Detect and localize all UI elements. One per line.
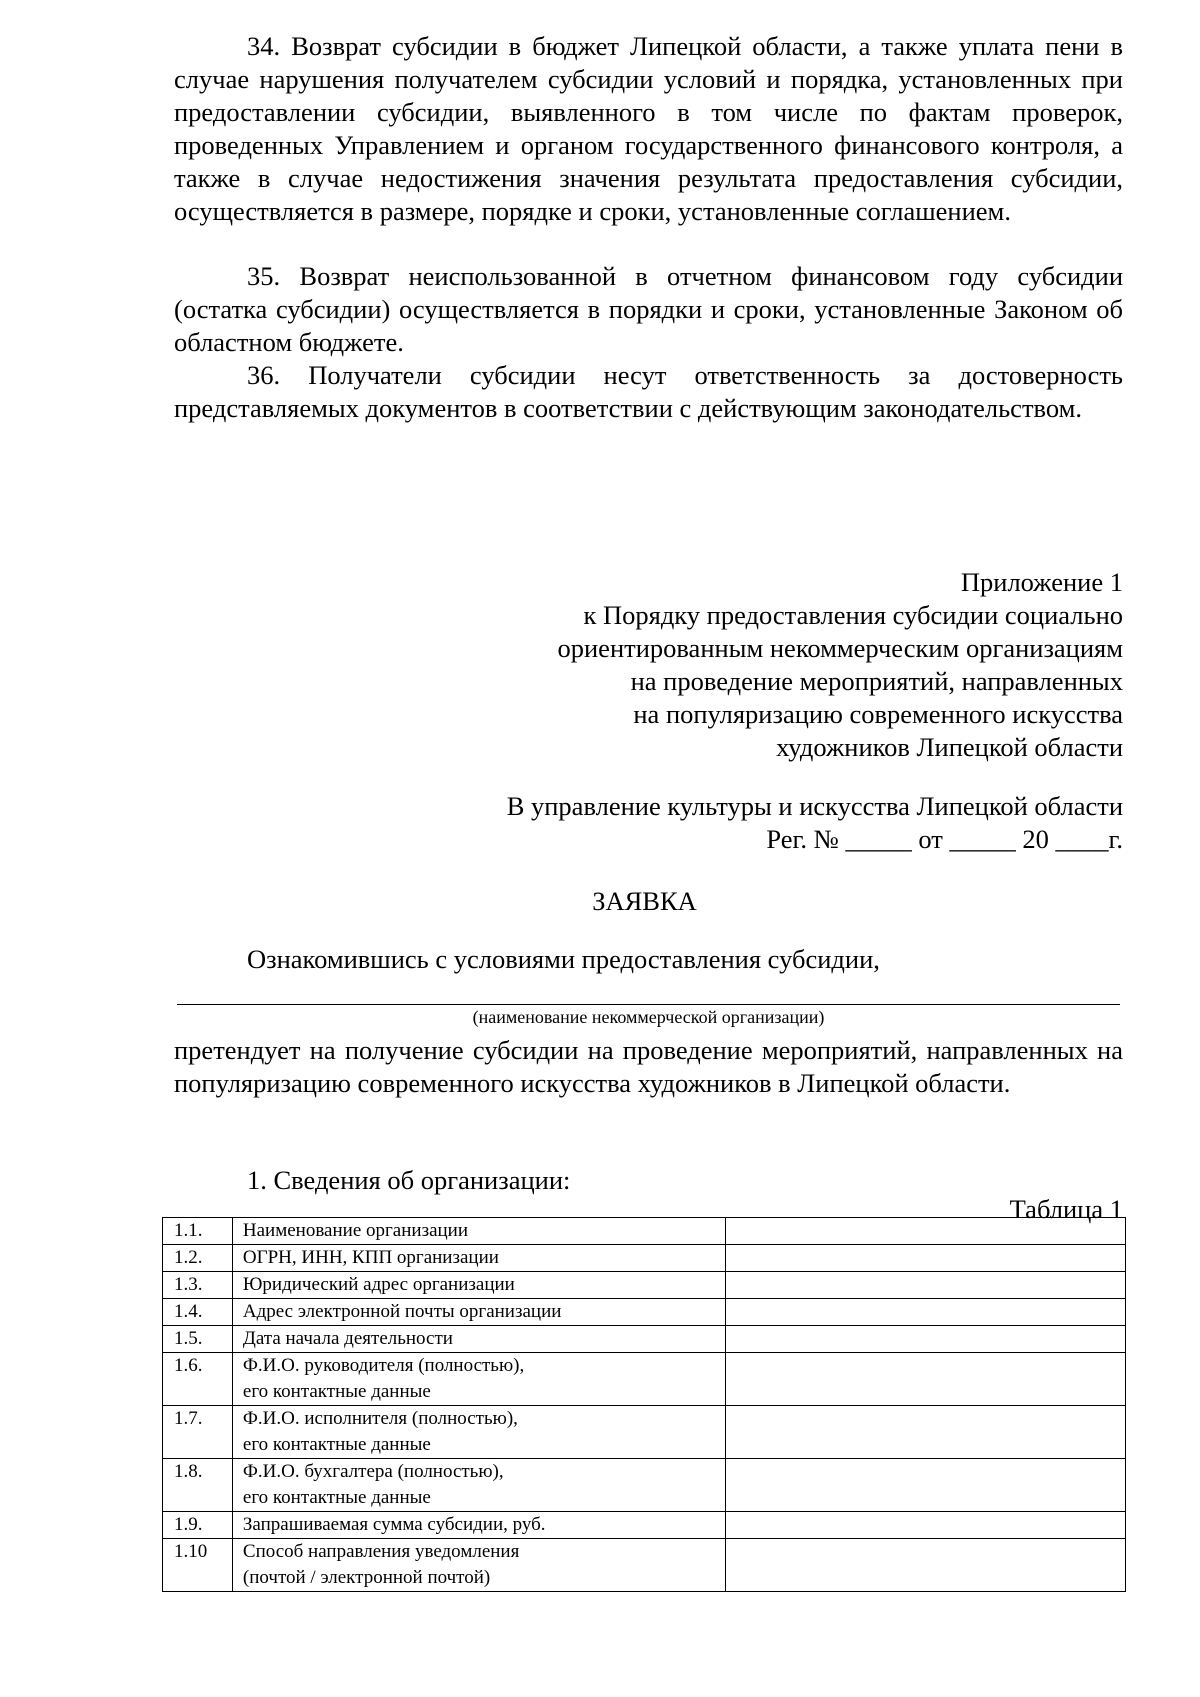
row-label-line: Юридический адрес организации: [242, 1274, 515, 1295]
appendix-line: на популяризацию современного искусства: [633, 699, 1123, 729]
row-label: [232, 1406, 726, 1459]
appendix-line: на проведение мероприятий, направленных: [630, 666, 1123, 696]
clause-35: [174, 260, 1123, 359]
row-value-cell[interactable]: [726, 1218, 1126, 1245]
table-row: [163, 1326, 1126, 1353]
clause-text: Получатели субсидии несут ответственность за достоверность представляемых документов в соответствии с действующим законодательством.: [174, 360, 1123, 423]
row-label: [232, 1539, 726, 1592]
clause-34: [174, 30, 1123, 228]
row-label: [232, 1272, 726, 1299]
clause-number: 35.: [247, 261, 281, 291]
organization-name-line: [177, 1004, 1120, 1005]
row-number: 1.9.: [163, 1512, 233, 1539]
row-label-line: Ф.И.О. исполнителя (полностью),: [242, 1408, 518, 1429]
row-value-cell[interactable]: [726, 1272, 1126, 1299]
row-label-line: Наименование организации: [242, 1220, 469, 1241]
row-value-cell[interactable]: [726, 1539, 1126, 1592]
form-title: ЗАЯВКА: [592, 886, 697, 916]
row-value-cell[interactable]: [726, 1326, 1126, 1353]
table-row: [163, 1245, 1126, 1272]
row-label-line: Способ направления уведомления: [242, 1541, 520, 1562]
appendix-line: ориентированным некоммерческим организациям: [557, 633, 1123, 663]
intro-text: Ознакомившись с условиями предоставления субсидии,: [247, 944, 880, 974]
row-label: [232, 1353, 726, 1406]
row-label: [232, 1299, 726, 1326]
row-value-cell[interactable]: [726, 1353, 1126, 1406]
row-number: 1.1.: [163, 1218, 233, 1245]
appendix-line: художников Липецкой области: [776, 732, 1123, 762]
registration-line: Рег. № _____ от _____ 20 ____г.: [766, 824, 1123, 854]
row-number: 1.8.: [163, 1459, 233, 1512]
organization-name-caption: (наименование некоммерческой организации): [472, 1007, 825, 1027]
clause-text: Возврат субсидии в бюджет Липецкой области, а также уплата пени в случае нарушения получателем субсидии условий и порядка, установленных при предоставлении субсидии, выявленного в том числе по фактам проверок, проведенных Управлением и органом государственного финансового контроля, а также в случае недостижения значения результата предоставления субсидии, осуществляется в размере, порядке и сроки, установленные соглашением.: [174, 31, 1124, 226]
row-label-line: его контактные данные: [242, 1434, 431, 1455]
row-value-cell[interactable]: [726, 1245, 1126, 1272]
table-row: [163, 1272, 1126, 1299]
row-label-line: Ф.И.О. бухгалтера (полностью),: [242, 1461, 504, 1482]
row-number: 1.7.: [163, 1406, 233, 1459]
row-label-line: его контактные данные: [242, 1487, 431, 1508]
appendix-line: к Порядку предоставления субсидии социально: [583, 600, 1123, 630]
row-label-line: ОГРН, ИНН, КПП организации: [242, 1247, 499, 1268]
table-row: [163, 1353, 1126, 1406]
row-label: [232, 1459, 726, 1512]
table-row: [163, 1218, 1126, 1245]
row-value-cell[interactable]: [726, 1299, 1126, 1326]
row-value-cell[interactable]: [726, 1406, 1126, 1459]
row-value-cell[interactable]: [726, 1459, 1126, 1512]
row-label-line: Дата начала деятельности: [242, 1328, 453, 1349]
table-row: [163, 1299, 1126, 1326]
addressee: В управление культуры и искусства Липецкой области: [506, 791, 1123, 821]
row-value-cell[interactable]: [726, 1512, 1126, 1539]
row-number: 1.6.: [163, 1353, 233, 1406]
row-label-line: Адрес электронной почты организации: [242, 1301, 562, 1322]
clause-number: 34.: [247, 31, 281, 61]
row-number: 1.4.: [163, 1299, 233, 1326]
organization-info-table: [162, 1217, 1126, 1592]
row-number: 1.3.: [163, 1272, 233, 1299]
clause-text: Возврат неиспользованной в отчетном финансовом году субсидии (остатка субсидии) осуществляется в порядки и сроки, установленные Законом об областном бюджете.: [174, 261, 1124, 357]
table-body: [163, 1218, 1126, 1592]
row-label: [232, 1245, 726, 1272]
table-row: [163, 1539, 1126, 1592]
row-label: [232, 1512, 726, 1539]
row-number: 1.2.: [163, 1245, 233, 1272]
row-label: [232, 1218, 726, 1245]
claim-text: претендует на получение субсидии на проведение мероприятий, направленных на популяризацию современного искусства художников в Липецкой области.: [174, 1035, 1123, 1098]
appendix-line: Приложение 1: [960, 567, 1123, 597]
row-number: 1.5.: [163, 1326, 233, 1353]
table-row: [163, 1459, 1126, 1512]
clause-number: 36.: [247, 360, 281, 390]
row-label-line: Ф.И.О. руководителя (полностью),: [242, 1355, 525, 1376]
row-number: 1.10: [163, 1539, 233, 1592]
row-label-line: (почтой / электронной почтой): [242, 1567, 491, 1588]
table-label: Таблица 1: [1009, 1194, 1123, 1224]
row-label: [232, 1326, 726, 1353]
table-row: [163, 1512, 1126, 1539]
clause-36: [174, 359, 1123, 425]
row-label-line: его контактные данные: [242, 1381, 431, 1402]
table-row: [163, 1406, 1126, 1459]
section-heading: 1. Сведения об организации:: [247, 1165, 571, 1195]
row-label-line: Запрашиваемая сумма субсидии, руб.: [242, 1514, 546, 1535]
